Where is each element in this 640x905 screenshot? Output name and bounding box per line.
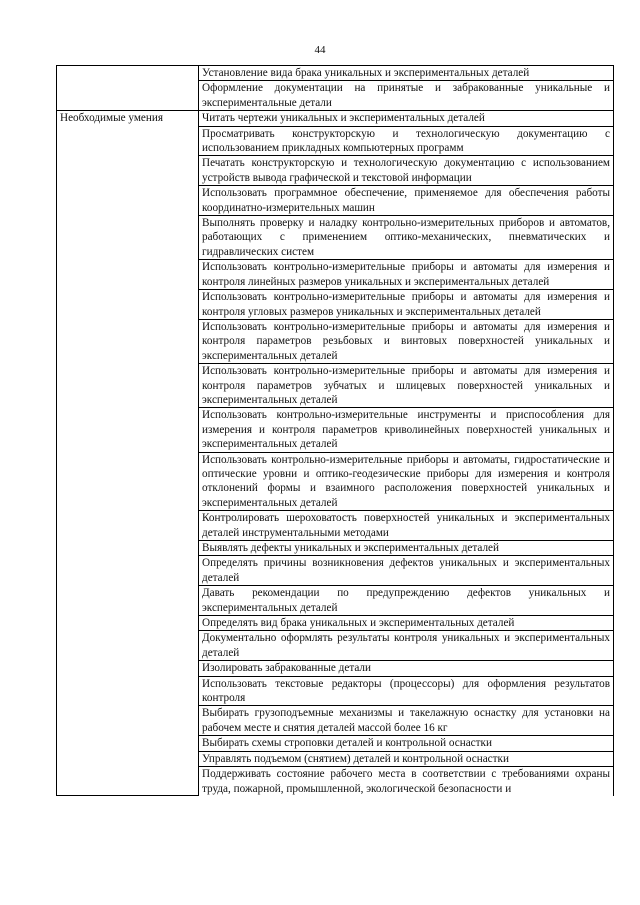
table-cell-item: Управлять подъемом (снятием) деталей и контрольной оснастки <box>199 751 614 766</box>
table-row <box>57 66 614 81</box>
table-cell-item: Выполнять проверку и наладку контрольно-измерительных приборов и автоматов, работающих с применением оптико-механических, пневматических и гидравлических систем <box>199 216 614 260</box>
table-cell-item: Определять причины возникновения дефектов уникальных и экспериментальных деталей <box>199 556 614 586</box>
skills-table-body <box>57 66 614 796</box>
table-cell-item: Использовать программное обеспечение, применяемое для обеспечения работы координатно-измерительных машин <box>199 186 614 216</box>
table-row <box>57 111 614 126</box>
table-cell-item: Изолировать забракованные детали <box>199 661 614 676</box>
skills-label-cell <box>57 111 199 796</box>
page-number: 44 <box>314 44 326 56</box>
table-cell-item: Использовать контрольно-измерительные приборы и автоматы для измерения и контроля параметров резьбовых и винтовых поверхностей уникальных и экспериментальных деталей <box>199 319 614 363</box>
table-cell-item: Читать чертежи уникальных и экспериментальных деталей <box>199 111 614 126</box>
skills-label: Необходимые умения <box>60 112 163 125</box>
table-cell-item: Выявлять дефекты уникальных и экспериментальных деталей <box>199 541 614 556</box>
table-cell-item: Использовать контрольно-измерительные инструменты и приспособления для измерения и контроля параметров криволинейных поверхностей уникальных и экспериментальных деталей <box>199 408 614 452</box>
table-cell-item: Оформление документации на принятые и забракованные уникальные и экспериментальные детали <box>199 81 614 111</box>
table-cell-item: Просматривать конструкторскую и технологическую документацию с использованием прикладных компьютерных программ <box>199 126 614 156</box>
table-cell-item: Печатать конструкторскую и технологическую документацию с использованием устройств вывода графической и текстовой информации <box>199 156 614 186</box>
table-cell-item: Выбирать схемы строповки деталей и контрольной оснастки <box>199 736 614 751</box>
table-cell-item: Документально оформлять результаты контроля уникальных и экспериментальных деталей <box>199 631 614 661</box>
table-cell-item: Использовать контрольно-измерительные приборы и автоматы для измерения и контроля линейных размеров уникальных и экспериментальных деталей <box>199 260 614 290</box>
table-cell-item: Использовать контрольно-измерительные приборы и автоматы для измерения и контроля угловых размеров уникальных и экспериментальных деталей <box>199 290 614 320</box>
skills-table <box>56 65 614 796</box>
table-cell-item: Использовать текстовые редакторы (процессоры) для оформления результатов контроля <box>199 676 614 706</box>
table-cell-item: Поддерживать состояние рабочего места в соответствии с требованиями охраны труда, пожарной, промышленной, экологической безопасности и <box>199 767 614 796</box>
continued-label-cell <box>57 66 199 111</box>
table-cell-item: Давать рекомендации по предупреждению дефектов уникальных и экспериментальных деталей <box>199 586 614 616</box>
table-cell-item: Использовать контрольно-измерительные приборы и автоматы для измерения и контроля параметров зубчатых и шлицевых поверхностей уникальных и экспериментальных деталей <box>199 364 614 408</box>
table-cell-item: Контролировать шероховатость поверхностей уникальных и экспериментальных деталей инструментальными методами <box>199 511 614 541</box>
table-cell-item: Использовать контрольно-измерительные приборы и автоматы, гидростатические и оптические уровни и оптико-геодезические приборы для измерения и контроля отклонений формы и взаимного расположения поверхностей уникальных и экспериментальных деталей <box>199 452 614 511</box>
table-cell-item: Определять вид брака уникальных и экспериментальных деталей <box>199 616 614 631</box>
table-cell-item: Установление вида брака уникальных и экспериментальных деталей <box>199 66 614 81</box>
table-cell-item: Выбирать грузоподъемные механизмы и такелажную оснастку для установки на рабочем месте и снятия деталей массой более 16 кг <box>199 706 614 736</box>
